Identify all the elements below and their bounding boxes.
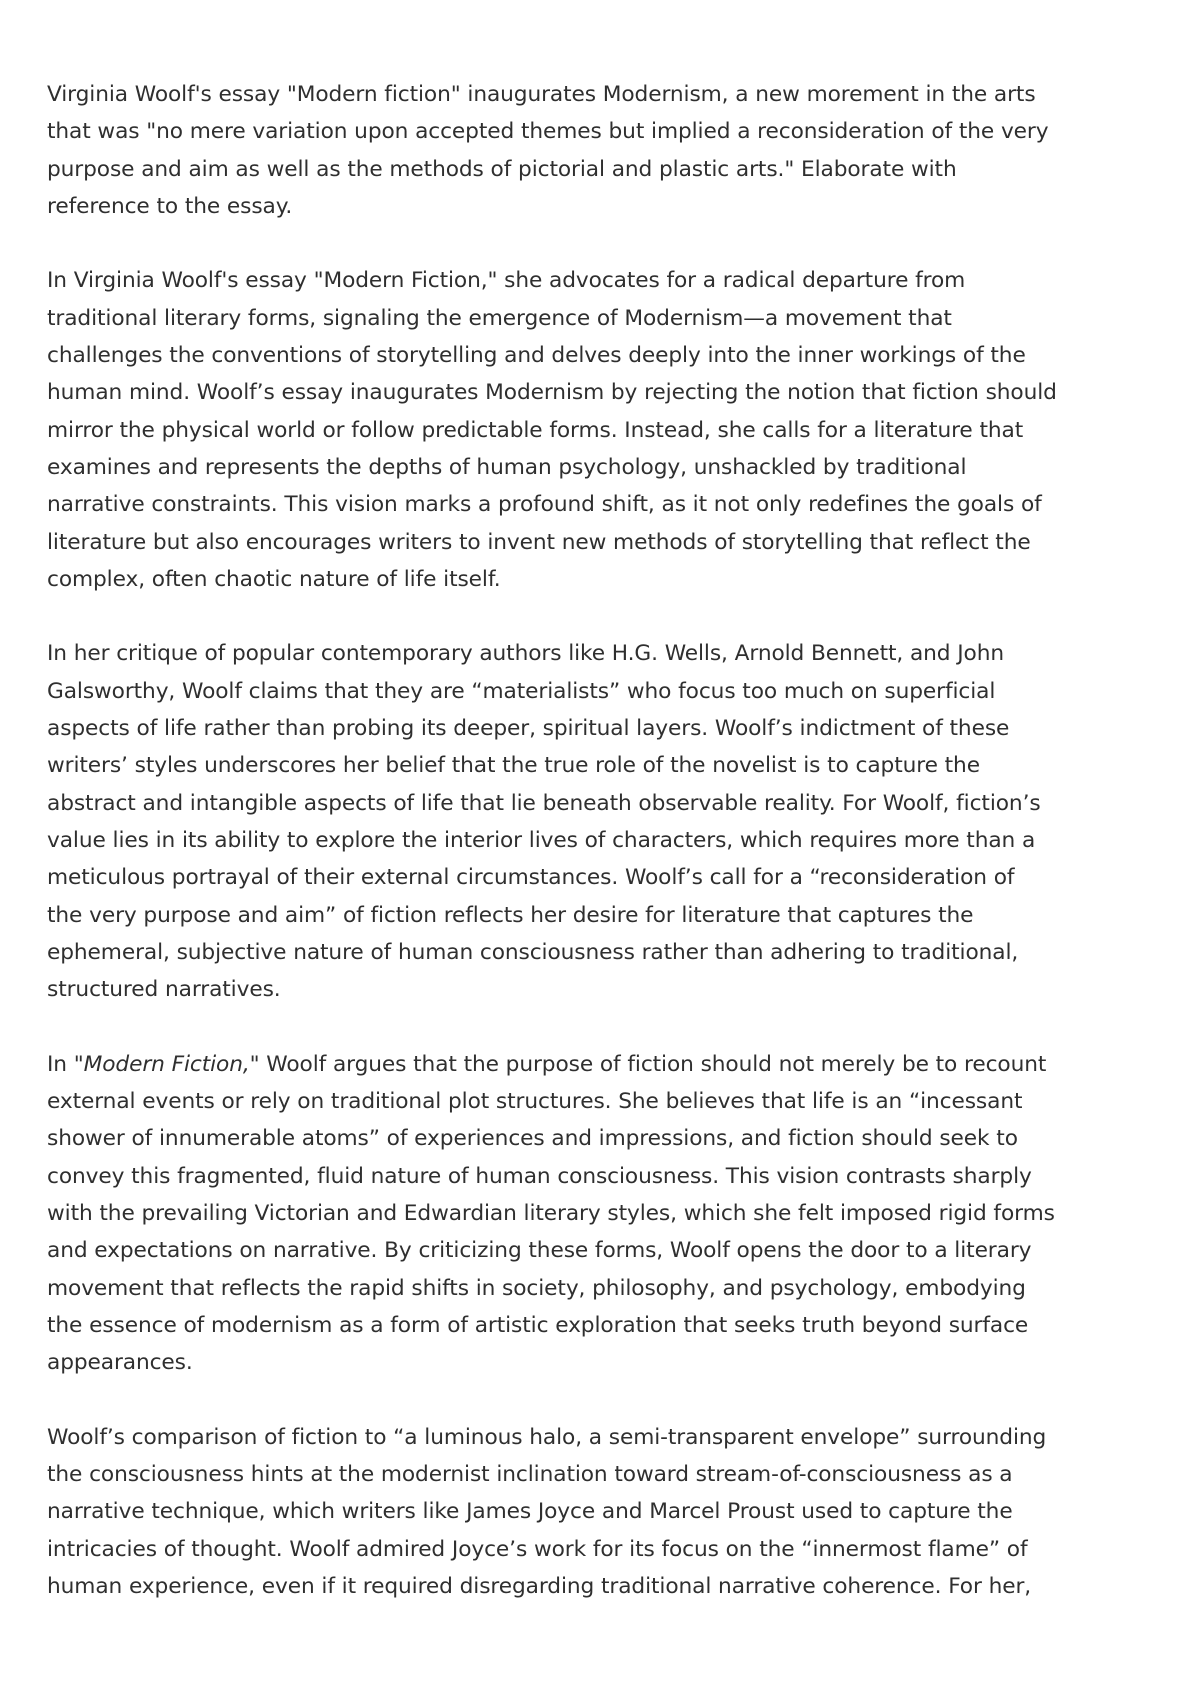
answer-paragraph-3 [47, 1046, 1172, 1382]
text-line: mirror the physical world or follow predictable forms. Instead, she calls for a literature that [47, 417, 1024, 443]
text-line: aspects of life rather than probing its deeper, spiritual layers. Woolf’s indictment of these [47, 716, 1010, 742]
text-line: Virginia Woolf's essay "Modern fiction" inaugurates Modernism, a new morement in the arts [47, 82, 1036, 107]
document-body [47, 76, 1172, 1605]
text-line: structured narratives. [47, 977, 281, 1003]
text-line: narrative constraints. This vision marks a profound shift, as it not only redefines the goals of [47, 492, 1042, 518]
italic-title: "Modern Fiction," [73, 1051, 260, 1077]
text-line: human experience, even if it required disregarding traditional narrative coherence. For her, [47, 1573, 1032, 1599]
text-line: the essence of modernism as a form of artistic exploration that seeks truth beyond surface [47, 1312, 1029, 1338]
text-line: literature but also encourages writers to invent new methods of storytelling that reflect the [47, 529, 1031, 555]
text-line: complex, often chaotic nature of life itself. [47, 566, 501, 592]
line-rest: Woolf argues that the purpose of fiction should not merely be to recount [259, 1051, 1047, 1077]
text-line: appearances. [47, 1350, 193, 1376]
text-line: Woolf’s comparison of fiction to “a luminous halo, a semi-transparent envelope” surrounding [47, 1424, 1047, 1450]
text-line: Galsworthy, Woolf claims that they are “materialists” who focus too much on superficial [47, 678, 996, 704]
text-line: examines and represents the depths of human psychology, unshackled by traditional [47, 454, 967, 480]
text-line [47, 1046, 1172, 1083]
text-line: challenges the conventions of storytelling and delves deeply into the inner workings of the [47, 343, 1026, 369]
question-paragraph [47, 76, 1172, 225]
text-line: value lies in its ability to explore the interior lives of characters, which requires more than a [47, 827, 1036, 853]
text-line: and expectations on narrative. By criticizing these forms, Woolf opens the door to a literary [47, 1238, 1032, 1264]
text-line: traditional literary forms, signaling the emergence of Modernism—a movement that [47, 305, 952, 331]
answer-paragraph-4 [47, 1419, 1172, 1605]
text-line: intricacies of thought. Woolf admired Joyce’s work for its focus on the “innermost flame” of [47, 1536, 1028, 1562]
text-line: the consciousness hints at the modernist inclination toward stream-of-consciousness as a [47, 1461, 1013, 1487]
text-line: movement that reflects the rapid shifts in society, philosophy, and psychology, embodying [47, 1275, 1026, 1301]
text-line: meticulous portrayal of their external circumstances. Woolf’s call for a “reconsideration of [47, 865, 1015, 891]
text-line: external events or rely on traditional plot structures. She believes that life is an “incessant [47, 1089, 1023, 1115]
text-line: shower of innumerable atoms” of experiences and impressions, and fiction should seek to [47, 1126, 1018, 1152]
line-prefix: In [47, 1051, 74, 1077]
answer-paragraph-2 [47, 635, 1172, 1008]
text-line: that was "no mere variation upon accepted themes but implied a reconsideration of the very [47, 119, 1049, 145]
text-line: purpose and aim as well as the methods of pictorial and plastic arts." Elaborate with [47, 156, 957, 182]
text-line: narrative technique, which writers like James Joyce and Marcel Proust used to capture the [47, 1499, 1013, 1525]
answer-paragraph-1 [47, 262, 1172, 598]
text-line: convey this fragmented, fluid nature of human consciousness. This vision contrasts sharply [47, 1163, 1032, 1189]
text-line: abstract and intangible aspects of life that lie beneath observable reality. For Woolf, fiction’s [47, 790, 1041, 816]
text-line: ephemeral, subjective nature of human consciousness rather than adhering to traditional, [47, 939, 1019, 965]
text-line: the very purpose and aim” of fiction reflects her desire for literature that captures the [47, 902, 974, 928]
text-line: reference to the essay. [47, 193, 293, 219]
text-line: writers’ styles underscores her belief that the true role of the novelist is to capture the [47, 753, 980, 779]
text-line: with the prevailing Victorian and Edwardian literary styles, which she felt imposed rigid forms [47, 1200, 1055, 1226]
text-line: In her critique of popular contemporary authors like H.G. Wells, Arnold Bennett, and John [47, 641, 1005, 667]
text-line: human mind. Woolf’s essay inaugurates Modernism by rejecting the notion that fiction should [47, 380, 1057, 406]
text-line: In Virginia Woolf's essay "Modern Fiction," she advocates for a radical departure from [47, 268, 966, 294]
